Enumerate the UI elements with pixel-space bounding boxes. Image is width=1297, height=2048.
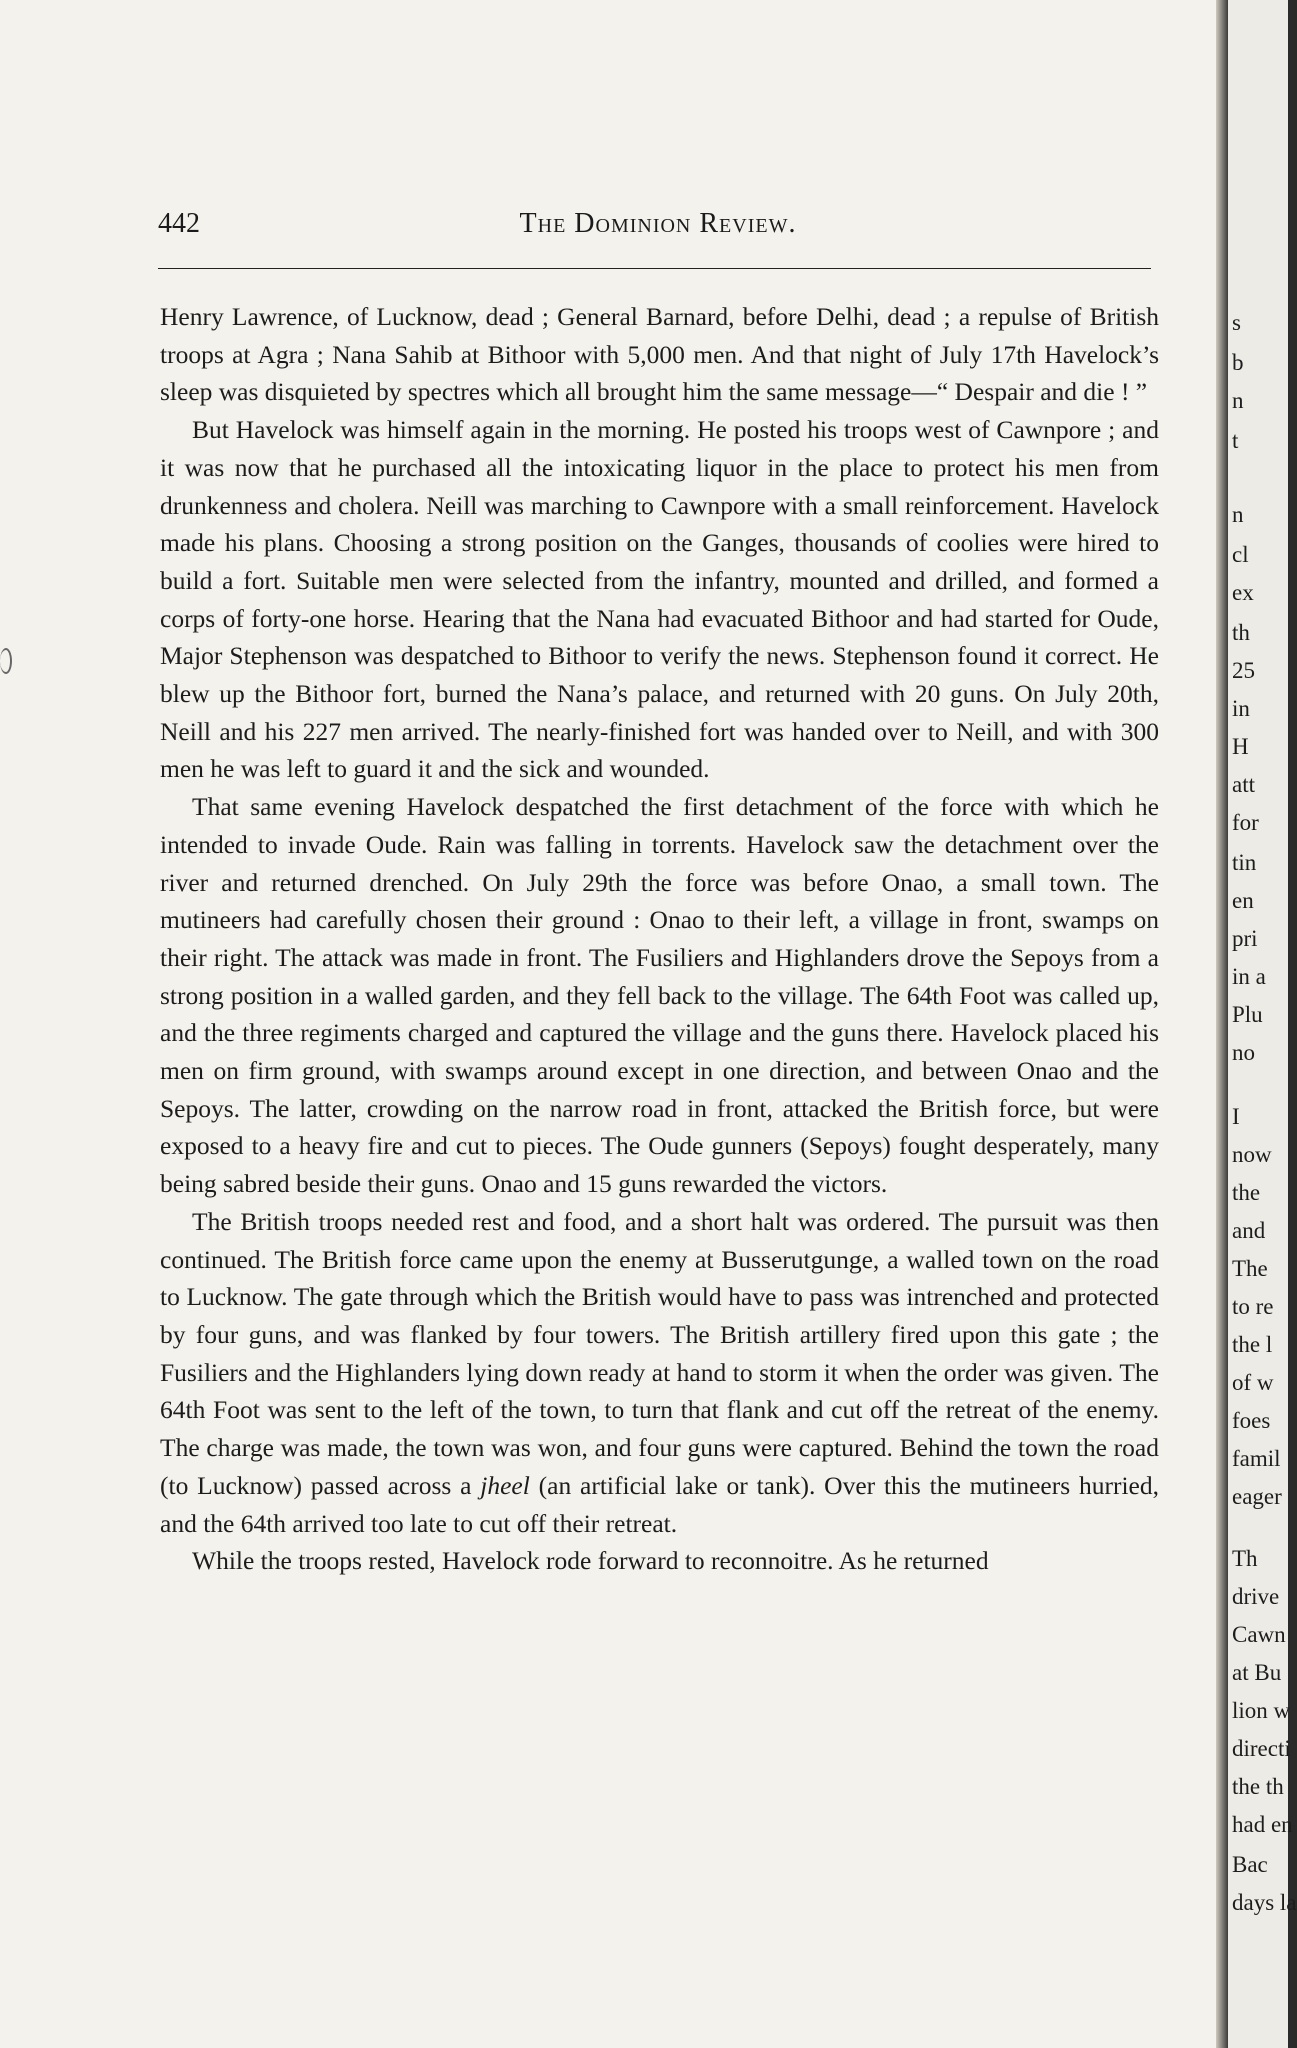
paragraph-4-tail: (an artificial lake or tank). Over this the mutineers hurried, and the 64th arrived too late to cut off their retreat.: [160, 1470, 1159, 1538]
facing-page-fragment: cl: [1232, 542, 1249, 567]
margin-mark: [0, 648, 12, 674]
facing-page-fragment: pri: [1232, 926, 1258, 951]
journal-title: The Dominion Review.: [519, 208, 797, 239]
facing-page-fragment: in: [1232, 696, 1250, 721]
running-head: [158, 208, 1158, 248]
facing-page-fragment: the th: [1232, 1774, 1284, 1799]
facing-page-fragment: The: [1232, 1256, 1268, 1281]
facing-page-fragment: s: [1232, 310, 1241, 335]
facing-page-fragment: days la: [1232, 1890, 1297, 1915]
facing-page-fragment: the: [1232, 1180, 1261, 1205]
jheel-term: jheel: [480, 1470, 530, 1500]
facing-page-fragment: famil: [1232, 1446, 1281, 1471]
facing-page-fragment: and: [1232, 1218, 1266, 1243]
book-gutter: [1216, 0, 1228, 2048]
facing-page-fragment: Cawn: [1232, 1622, 1286, 1647]
paragraph-3: That same evening Havelock despatched the first detachment of the force with which he intended to invade Oude. Rain was falling in torrents. Havelock saw the detachment over the river and returned drenched. On July 29th the force was before Onao, a small town. The mutineers had carefully chosen their ground : Onao to their left, a village in front, swamps on their right. The attack was made in front. The Fusiliers and Highlanders drove the Sepoys from a strong position in a walled garden, and they fell back to the village. The 64th Foot was called up, and the three regiments charged and captured the village and the guns there. Havelock placed his men on firm ground, with swamps around except in one direction, and between Onao and the Sepoys. The latter, crowding on the narrow road in front, attacked the British force, but were exposed to a heavy fire and cut to pieces. The Oude gunners (Sepoys) fought desperately, many being sabred beside their guns. Onao and 15 guns rewarded the victors.: [160, 792, 1159, 1199]
facing-page-fragment: in a: [1232, 964, 1266, 989]
facing-page-fragment: now: [1232, 1142, 1272, 1167]
facing-page-fragment: Th: [1232, 1546, 1258, 1571]
facing-page-fragment: lion w: [1232, 1698, 1291, 1723]
facing-page-fragment: n: [1232, 388, 1244, 413]
facing-page-fragment: foes: [1232, 1408, 1271, 1433]
facing-page-fragment: att: [1232, 772, 1255, 797]
paragraph-4-text: The British troops needed rest and food, and a short halt was ordered. The pursuit was then continued. The British force came upon the enemy at Busserutgunge, a walled town on the road to Lucknow. The gate through which the British would have to pass was intrenched and protected by four guns, and was flanked by four towers. The British artillery fired upon this gate ; the Fusiliers and the Highlanders lying down ready at hand to storm it when the order was given. The 64th Foot was sent to the left of the town, to turn that flank and cut off the retreat of the enemy. The charge was made, the town was won, and four guns were captured. Behind the town the road (to Lucknow) passed across a: [160, 1206, 1159, 1500]
facing-page-fragment: directi: [1232, 1736, 1291, 1761]
facing-page-fragment: H: [1232, 734, 1249, 759]
facing-page-fragment: of w: [1232, 1370, 1274, 1395]
facing-page-fragment: I: [1232, 1104, 1240, 1129]
facing-page-fragment: ex: [1232, 580, 1254, 605]
facing-page-fragment: at Bu: [1232, 1660, 1282, 1685]
facing-page-fragment: drive: [1232, 1584, 1280, 1609]
facing-page-fragment: Plu: [1232, 1002, 1263, 1027]
facing-page-fragment: en: [1232, 888, 1254, 913]
facing-page-fragment: no: [1232, 1040, 1255, 1065]
page-number: 442: [158, 208, 200, 239]
facing-page-fragment: eager: [1232, 1484, 1282, 1509]
facing-page-fragment: b: [1232, 350, 1244, 375]
facing-page-fragment: th: [1232, 620, 1250, 645]
paragraph-2: But Havelock was himself again in the morning. He posted his troops west of Cawnpore ; and it was now that he purchased all the intoxicating liquor in the place to protect his men from drunkenness and cholera. Neill was marching to Cawnpore with a small reinforcement. Havelock made his plans. Choosing a strong position on the Ganges, thousands of coolies were hired to build a fort. Suitable men were selected from the infantry, mounted and drilled, and formed a corps of forty-one horse. Hearing that the Nana had evacuated Bithoor and had started for Oude, Major Stephenson was despatched to Bithoor to verify the news. Stephenson found it correct. He blew up the Bithoor fort, burned the Nana’s palace, and returned with 20 guns. On July 20th, Neill and his 227 men arrived. The nearly-finished fort was handed over to Neill, and with 300 men he was left to guard it and the sick and wounded.: [160, 415, 1159, 784]
facing-page-fragment: t: [1232, 428, 1239, 453]
facing-page-fragment: Bac: [1232, 1852, 1268, 1877]
facing-page-fragment: to re: [1232, 1294, 1274, 1319]
facing-page-fragment: had en: [1232, 1812, 1293, 1837]
paragraph-4: [160, 1203, 1159, 1542]
paragraph-1: Henry Lawrence, of Lucknow, dead ; General Barnard, before Delhi, dead ; a repulse of British troops at Agra ; Nana Sahib at Bithoor with 5,000 men. And that night of July 17th Havelock’s sleep was disquieted by spectres which all brought him the same message—“ Despair and die ! ”: [160, 302, 1159, 407]
header-rule: [158, 268, 1151, 269]
paragraph-5: While the troops rested, Havelock rode forward to reconnoitre. As he returned: [192, 1546, 989, 1576]
facing-page-fragment: the l: [1232, 1332, 1273, 1357]
facing-page-fragment: tin: [1232, 850, 1257, 875]
facing-page-fragment: n: [1232, 502, 1244, 527]
facing-page-fragment: for: [1232, 810, 1259, 835]
body-text: [160, 298, 1159, 1580]
facing-page-edge: [1228, 0, 1297, 2048]
facing-page-fragment: 25: [1232, 658, 1255, 683]
